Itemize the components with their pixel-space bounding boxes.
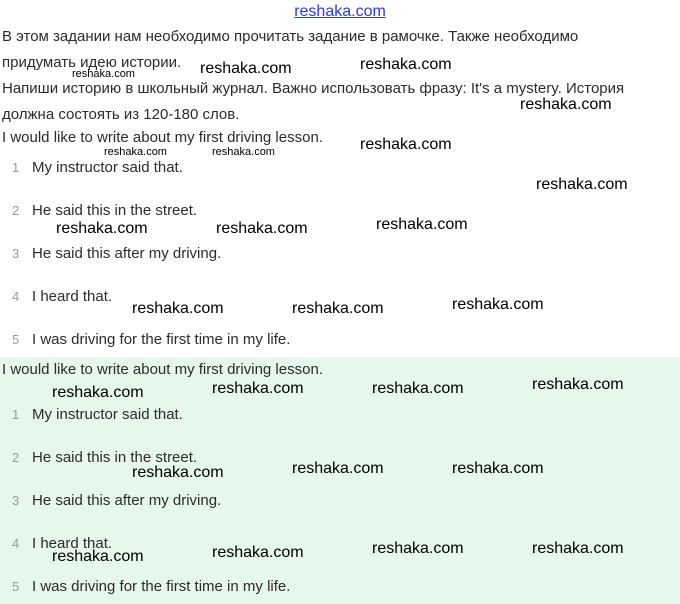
line-text: He said this after my driving.	[32, 492, 222, 509]
intro-line-1: В этом задании нам необходимо прочитать задание в рамочке. Также необходимо	[2, 28, 579, 45]
watermark: reshaka.com	[536, 176, 628, 193]
line-number: 2	[12, 203, 20, 218]
site-link[interactable]: reshaka.com	[294, 3, 386, 20]
watermark: reshaka.com	[452, 296, 544, 313]
watermark: reshaka.com	[292, 300, 384, 317]
watermark: reshaka.com	[212, 380, 304, 397]
line-number: 5	[12, 332, 20, 347]
watermark: reshaka.com	[212, 146, 275, 158]
watermark: reshaka.com	[52, 548, 144, 565]
story-line	[0, 243, 680, 265]
watermark: reshaka.com	[56, 220, 148, 237]
line-text: My instructor said that.	[32, 159, 183, 176]
line-number: 1	[12, 160, 20, 175]
watermark: reshaka.com	[360, 136, 452, 153]
story-line	[0, 286, 680, 308]
story-line	[0, 404, 680, 426]
watermark: reshaka.com	[132, 300, 224, 317]
watermark: reshaka.com	[292, 460, 384, 477]
line-number: 3	[12, 493, 20, 508]
story-line	[0, 200, 680, 222]
line-number: 1	[12, 407, 20, 422]
story-title: I would like to write about my first driving lesson.	[2, 129, 323, 146]
watermark: reshaka.com	[212, 544, 304, 561]
story-line	[0, 576, 680, 598]
watermark: reshaka.com	[360, 56, 452, 73]
line-text: I heard that.	[32, 535, 113, 552]
line-text: My instructor said that.	[32, 406, 183, 423]
intro-line-3: Напиши историю в школьный журнал. Важно использовать фразу: It's a mystery. История	[2, 80, 625, 97]
line-text: I heard that.	[32, 288, 113, 305]
story-original	[0, 126, 680, 356]
watermark: reshaka.com	[532, 376, 624, 393]
watermark: reshaka.com	[132, 464, 224, 481]
watermark: reshaka.com	[372, 540, 464, 557]
watermark: reshaka.com	[216, 220, 308, 237]
story-line	[0, 157, 680, 179]
line-number: 5	[12, 579, 20, 594]
watermark: reshaka.com	[520, 96, 612, 113]
line-text: He said this in the street.	[32, 449, 198, 466]
line-number: 4	[12, 536, 20, 551]
story-line	[0, 490, 680, 512]
story-title: I would like to write about my first driving lesson.	[2, 361, 323, 378]
watermark: reshaka.com	[372, 380, 464, 397]
story-line	[0, 329, 680, 351]
line-text: I was driving for the first time in my life.	[32, 578, 291, 595]
watermark: reshaka.com	[72, 68, 135, 80]
line-text: He said this after my driving.	[32, 245, 222, 262]
line-text: I was driving for the first time in my life.	[32, 331, 291, 348]
watermark: reshaka.com	[452, 460, 544, 477]
story-line	[0, 533, 680, 555]
intro-line-2: придумать идею истории.	[2, 54, 182, 71]
story-line	[0, 447, 680, 469]
line-number: 4	[12, 289, 20, 304]
task-intro	[2, 24, 678, 128]
story-highlighted	[0, 357, 680, 604]
site-header	[0, 0, 680, 24]
line-text: He said this in the street.	[32, 202, 198, 219]
line-number: 2	[12, 450, 20, 465]
watermark: reshaka.com	[52, 384, 144, 401]
watermark: reshaka.com	[200, 60, 292, 77]
line-number: 3	[12, 246, 20, 261]
watermark: reshaka.com	[104, 146, 167, 158]
intro-line-4: должна состоять из 120-180 слов.	[2, 106, 240, 123]
watermark: reshaka.com	[376, 216, 468, 233]
watermark: reshaka.com	[532, 540, 624, 557]
